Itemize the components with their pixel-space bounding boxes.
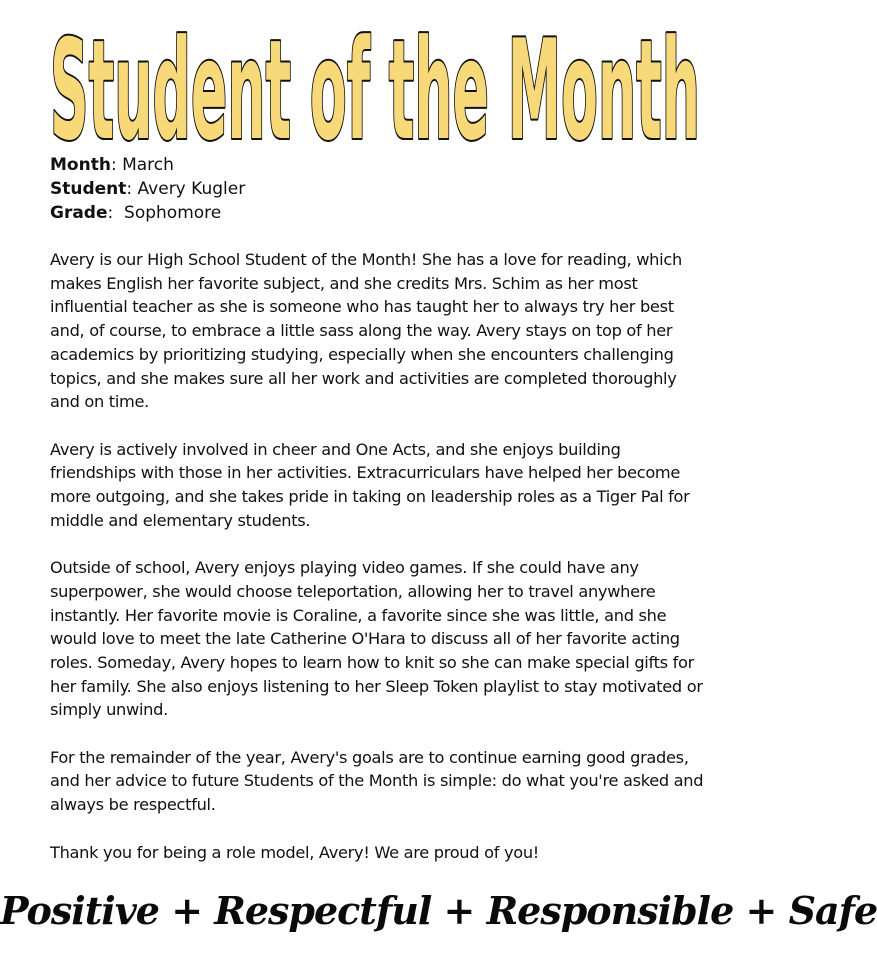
month-label: Month bbox=[50, 155, 111, 175]
paragraph-activities: Avery is actively involved in cheer and One Acts, and she enjoys building friendships with those in her activities. Extracurriculars have helped her become more outgoing, and she takes pride in taking on leadership roles as a Tiger Pal for middle and elementary students. bbox=[50, 439, 690, 530]
student-row bbox=[50, 177, 245, 201]
paragraph-interests: Outside of school, Avery enjoys playing video games. If she could have any superpower, she would choose teleportation, allowing her to travel anywhere instantly. Her favorite movie is Coraline, a favorite since she was little, and she would love to meet the late Catherine O'Hara to discuss all of her favorite acting roles. Someday, Avery hopes to learn how to knit so she can make special gifts for her family. She also enjoys listening to her Sleep Token playlist to stay motivated or simply unwind. bbox=[50, 558, 703, 720]
title-text: Student of the Month bbox=[50, 10, 700, 171]
student-label: Student bbox=[50, 179, 127, 199]
grade-value: : Sophomore bbox=[107, 203, 222, 223]
school-motto: Positive + Respectful + Responsible + Safe bbox=[0, 888, 877, 933]
month-row bbox=[50, 153, 245, 177]
grade-label: Grade bbox=[50, 203, 108, 223]
paragraph-goals: For the remainder of the year, Avery's goals are to continue earning good grades, and her advice to future Students of the Month is simple: do what you're asked and always be respectful. bbox=[50, 747, 704, 815]
paragraph-academics: Avery is our High School Student of the Month! She has a love for reading, which makes English her favorite subject, and she credits Mrs. Schim as her most influential teacher as she is someone who has taught her to always try her best and, of course, to embrace a little sass along the way. Avery stays on top of her academics by prioritizing studying, especially when she encounters challenging topics, and she makes sure all her work and activities are completed thoroughly and on time. bbox=[50, 250, 682, 412]
grade-row bbox=[50, 201, 245, 225]
student-info bbox=[50, 153, 245, 225]
month-value: : March bbox=[110, 155, 174, 175]
paragraph-thanks: Thank you for being a role model, Avery! We are proud of you! bbox=[50, 842, 539, 862]
student-value: : Avery Kugler bbox=[126, 179, 246, 199]
article-body bbox=[50, 248, 710, 888]
